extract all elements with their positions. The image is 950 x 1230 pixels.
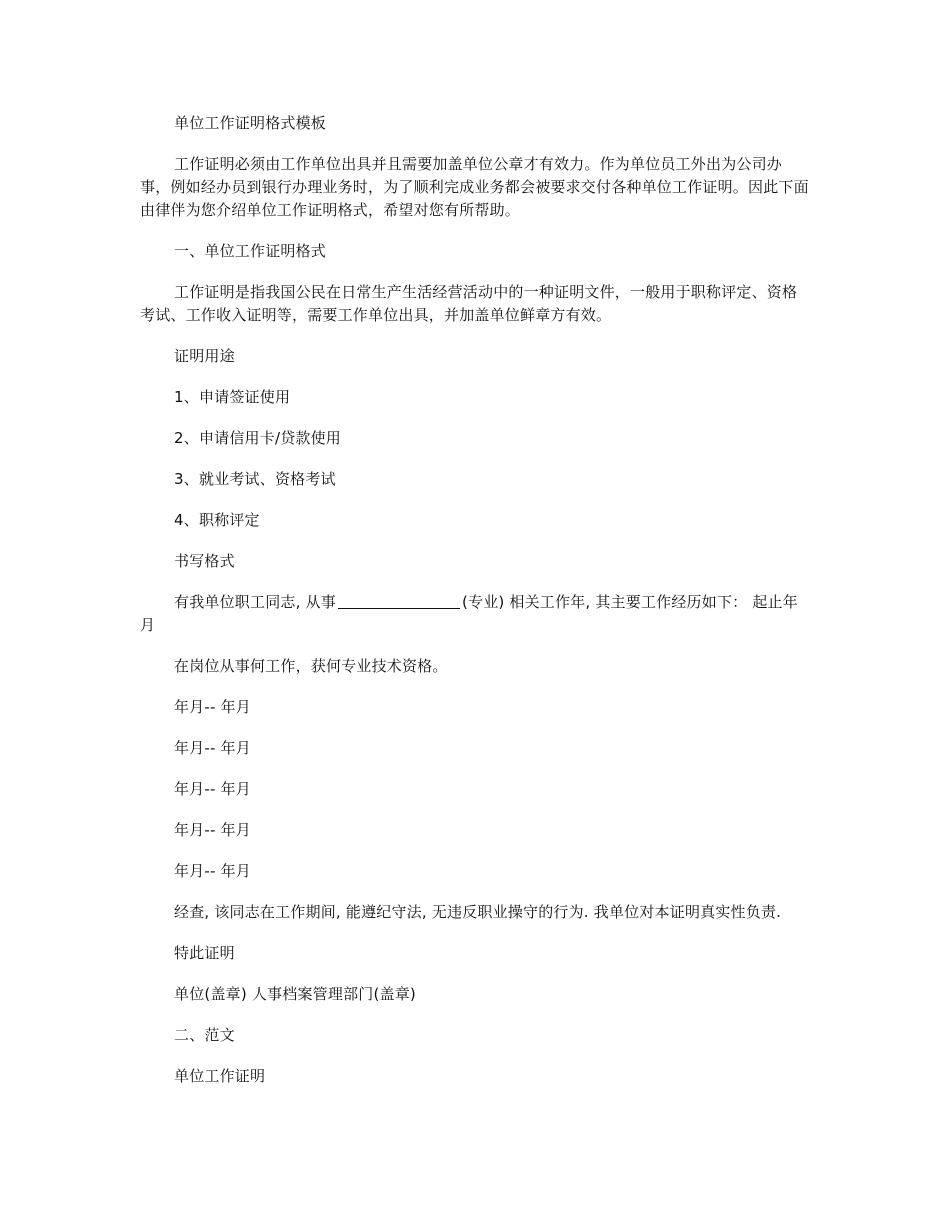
use-item: 4、职称评定: [174, 511, 260, 529]
format-line-end: (专业) 相关工作年, 其主要工作经历如下： 起止年月: [140, 593, 798, 634]
seal-line: 单位(盖章) 人事档案管理部门(盖章): [174, 985, 416, 1003]
special-proof-line: 特此证明: [174, 944, 235, 962]
intro-paragraph: 工作证明必须由工作单位出具并且需要加盖单位公章才有效力。作为单位员工外出为公司办事，例如经办员到银行办理业务时，为了顺利完成业务都会被要求交付各种单位工作证明。因此下面由律伴为您介绍单位工作证明格式，希望对您有所帮助。: [140, 155, 809, 219]
format-heading: 书写格式: [174, 552, 235, 570]
section-heading-format: 一、单位工作证明格式: [174, 242, 327, 260]
use-item: 1、申请签证使用: [174, 388, 291, 406]
verification-paragraph: 经查, 该同志在工作期间, 能遵纪守法, 无违反职业操守的行为. 我单位对本证明真实性负责.: [174, 903, 782, 921]
section-heading-sample: 二、范文: [174, 1026, 235, 1044]
document-title: 单位工作证明格式模板: [174, 114, 327, 132]
date-range-row: 年月-- 年月: [174, 739, 251, 757]
use-item: 2、申请信用卡/贷款使用: [174, 429, 341, 447]
format-line-2: 在岗位从事何工作，获何专业技术资格。: [174, 657, 448, 675]
date-range-row: 年月-- 年月: [174, 821, 251, 839]
uses-heading: 证明用途: [174, 347, 235, 365]
format-line: [140, 591, 812, 637]
format-line-start: 有我单位职工同志, 从事: [174, 593, 336, 611]
date-range-row: 年月-- 年月: [174, 862, 251, 880]
use-item: 3、就业考试、资格考试: [174, 470, 336, 488]
document-page: [140, 112, 812, 1106]
date-range-row: 年月-- 年月: [174, 780, 251, 798]
sample-title: 单位工作证明: [174, 1067, 266, 1085]
date-range-row: 年月-- 年月: [174, 698, 251, 716]
blank-line: [338, 592, 460, 609]
section-paragraph-format: 工作证明是指我国公民在日常生产生活经营活动中的一种证明文件，一般用于职称评定、资格考试、工作收入证明等，需要工作单位出具，并加盖单位鲜章方有效。: [140, 283, 798, 324]
